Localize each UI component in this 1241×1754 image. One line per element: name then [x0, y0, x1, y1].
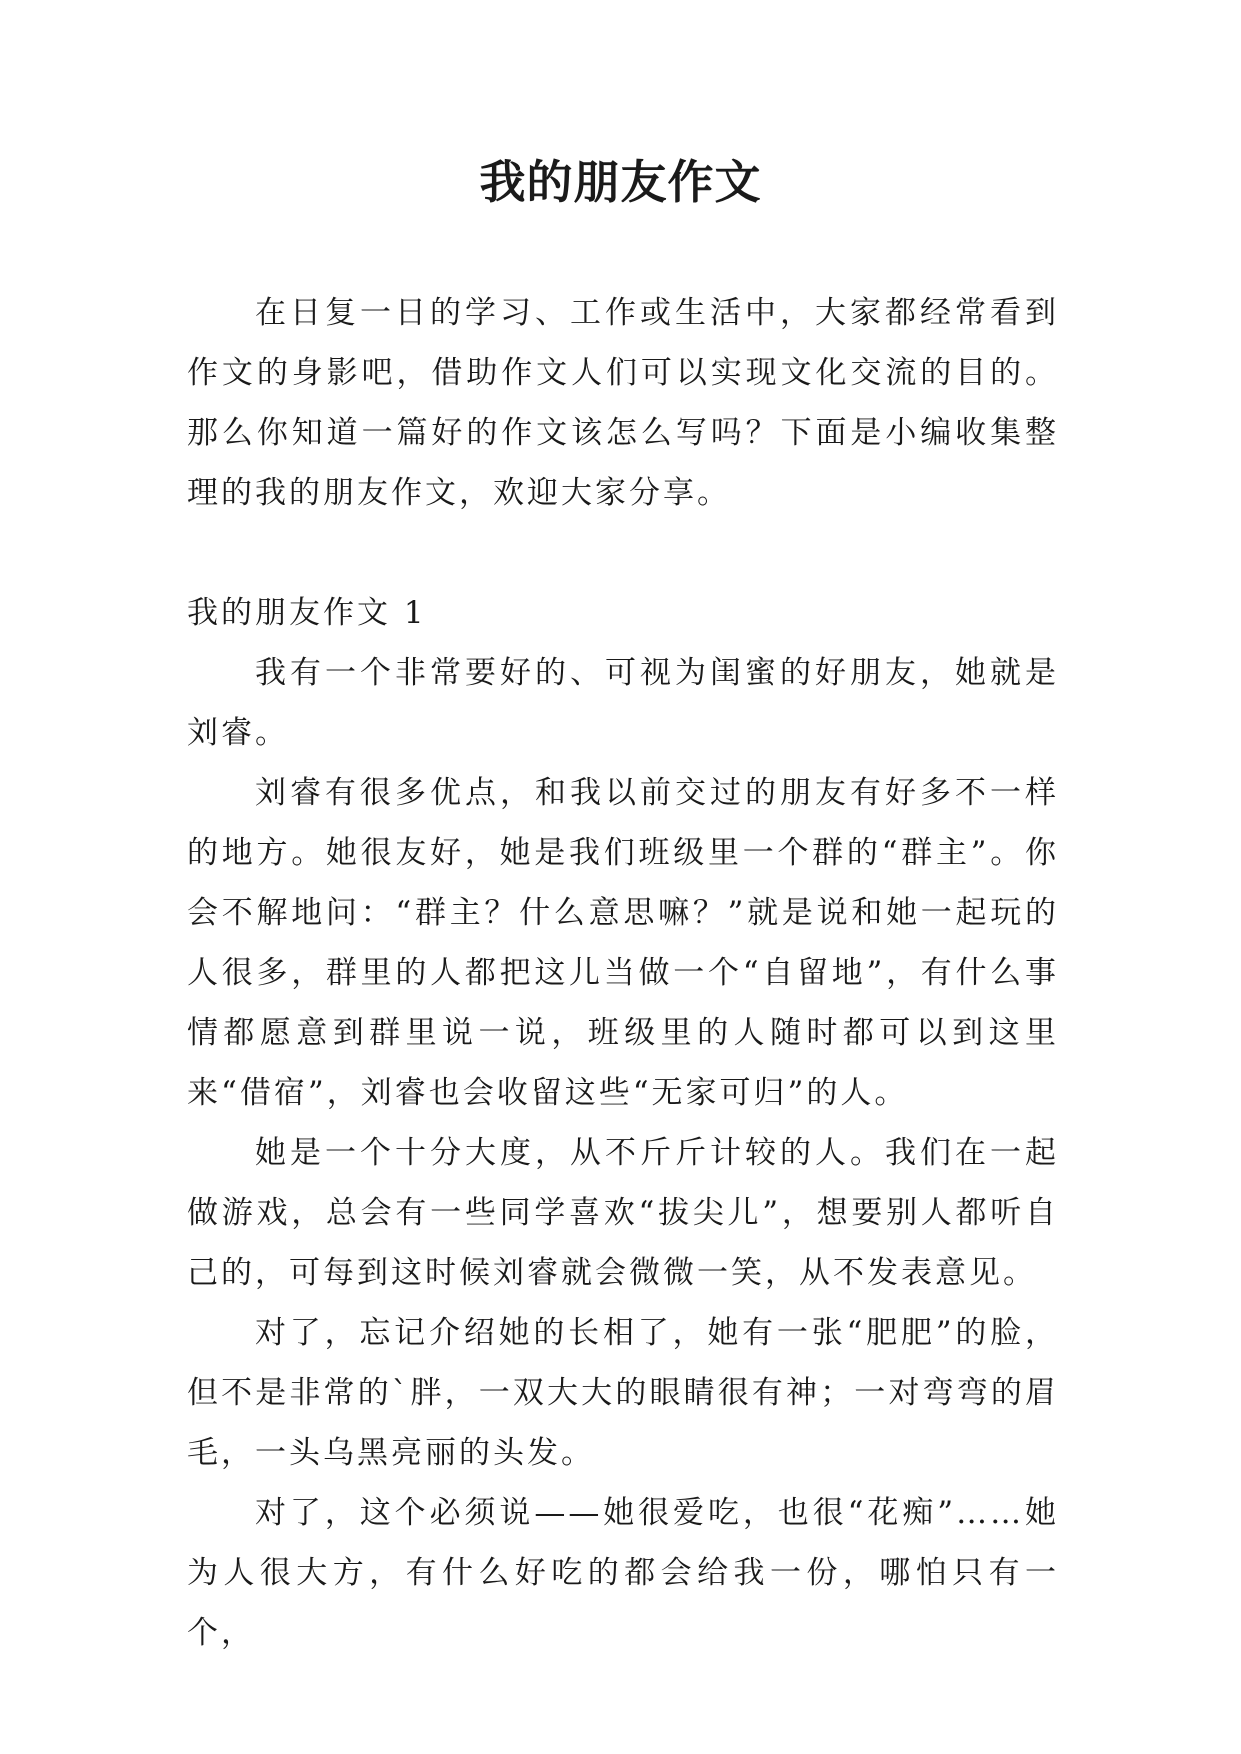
body-paragraph-4: 对了，忘记介绍她的长相了，她有一张“肥肥”的脸，但不是非常的`胖，一双大大的眼睛很有神；一对弯弯的眉毛，一头乌黑亮丽的头发。: [187, 1315, 1059, 1471]
body-paragraph-5: 对了，这个必须说——她很爱吃，也很“花痴”……她为人很大方，有什么好吃的都会给我一份，哪怕只有一个，: [187, 1495, 1059, 1651]
document-body: [187, 283, 1059, 1663]
document-title: 我的朋友作文: [479, 155, 762, 209]
body-paragraph-3: 她是一个十分大度，从不斤斤计较的人。我们在一起做游戏，总会有一些同学喜欢“拔尖儿”，想要别人都听自己的，可每到这时候刘睿就会微微一笑，从不发表意见。: [187, 1135, 1059, 1291]
intro-paragraph: 在日复一日的学习、工作或生活中，大家都经常看到作文的身影吧，借助作文人们可以实现文化交流的目的。那么你知道一篇好的作文该怎么写吗？下面是小编收集整理的我的朋友作文，欢迎大家分享。: [187, 295, 1059, 511]
body-paragraph-1: 我有一个非常要好的、可视为闺蜜的好朋友，她就是刘睿。: [187, 655, 1059, 751]
section-spacer: [187, 523, 1059, 583]
section-heading: 我的朋友作文 1: [187, 595, 427, 631]
body-paragraph-2: 刘睿有很多优点，和我以前交过的朋友有好多不一样的地方。她很友好，她是我们班级里一个群的“群主”。你会不解地问：“群主？什么意思嘛？”就是说和她一起玩的人很多，群里的人都把这儿当做一个“自留地”，有什么事情都愿意到群里说一说，班级里的人随时都可以到这里来“借宿”，刘睿也会收留这些“无家可归”的人。: [187, 775, 1059, 1111]
